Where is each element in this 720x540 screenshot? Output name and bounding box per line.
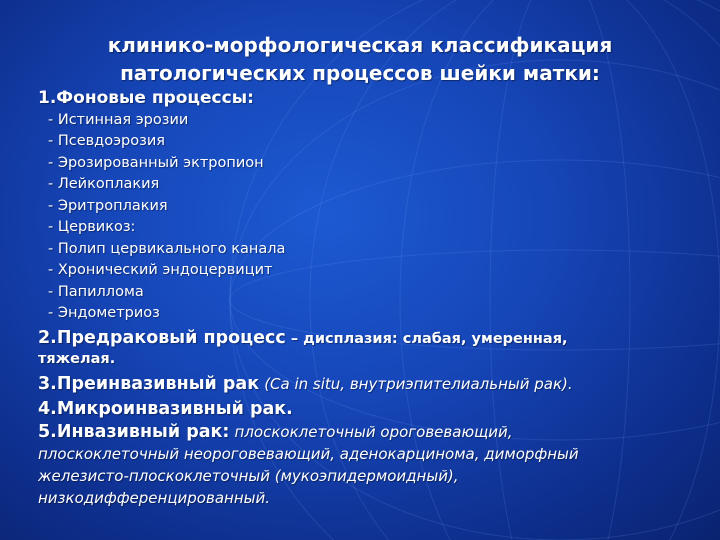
- section3-line: [38, 374, 573, 394]
- section2-line-1: [38, 328, 568, 348]
- list-item: - Эритроплакия: [48, 198, 168, 214]
- list-item: - Эрозированный эктропион: [48, 155, 264, 171]
- section3-detail: (Ca in situ, внутриэпителиальный рак).: [264, 375, 573, 393]
- section2-label: 2.Предраковый процесс: [38, 328, 286, 348]
- list-item: - Папиллома: [48, 284, 144, 300]
- list-item: - Цервикоз:: [48, 219, 136, 235]
- section5-detail-2: плоскоклеточный неороговевающий, аденокарцинома, диморфный: [38, 445, 579, 463]
- section3-label: 3.Преинвазивный рак: [38, 374, 260, 394]
- section5-detail-4: низкодифференцированный.: [38, 489, 270, 507]
- slide-title: [60, 31, 660, 87]
- section5-line-1: [38, 422, 512, 442]
- section4-label: 4.Микроинвазивный рак.: [38, 399, 293, 419]
- section5-detail-3: железисто-плоскоклеточный (мукоэпидермоидный),: [38, 467, 459, 485]
- list-item: - Полип цервикального канала: [48, 241, 286, 257]
- section1-heading: 1.Фоновые процессы:: [38, 88, 254, 108]
- list-item: - Эндометриоз: [48, 305, 160, 321]
- title-line-1: клинико-морфологическая классификация: [107, 33, 613, 57]
- section5-label: 5.Инвазивный рак:: [38, 422, 230, 442]
- section2-line-2: тяжелая.: [38, 351, 116, 367]
- section5-detail-1: плоскоклеточный ороговевающий,: [234, 423, 513, 441]
- list-item: - Псевдоэрозия: [48, 133, 165, 149]
- title-line-2: патологических процессов шейки матки:: [120, 61, 600, 85]
- list-item: - Истинная эрозии: [48, 112, 189, 128]
- list-item: - Лейкоплакия: [48, 176, 160, 192]
- list-item: - Хронический эндоцервицит: [48, 262, 273, 278]
- section2-detail: – дисплазия: слабая, умеренная,: [290, 331, 568, 347]
